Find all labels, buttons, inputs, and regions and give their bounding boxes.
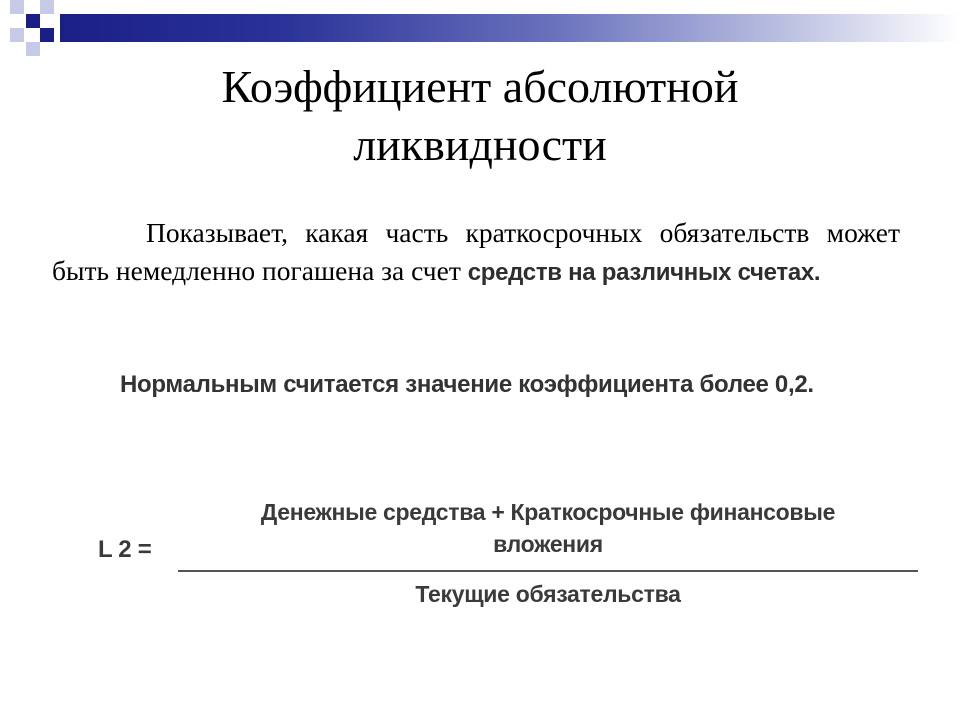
banner-square-decoration [10, 28, 24, 42]
top-banner [0, 0, 960, 56]
description-text-tail: средств на различных счетах. [467, 259, 821, 286]
numerator-line-1: Денежные средства + Краткосрочные финансовые [260, 499, 836, 525]
norm-paragraph: Нормальным считается значение коэффициента более 0,2. [120, 371, 814, 398]
formula-denominator: Текущие обязательства [415, 581, 681, 607]
fraction-line [178, 570, 918, 572]
banner-gradient-bar [60, 14, 960, 42]
formula-numerator [178, 496, 918, 560]
banner-square-decoration [40, 28, 54, 42]
banner-square-decoration [26, 14, 40, 28]
description-text: Показывает, какая часть краткосрочных обязательств может быть немедленно погашена за счет [52, 217, 900, 286]
slide-title [0, 58, 960, 174]
banner-square-decoration [10, 0, 24, 14]
description-paragraph [52, 214, 900, 292]
banner-square-decoration [40, 0, 54, 14]
title-line-2: ликвидности [353, 119, 607, 170]
numerator-line-2: вложения [493, 531, 603, 557]
banner-square-decoration [26, 42, 40, 56]
formula-label: L 2 = [98, 536, 152, 563]
title-line-1: Коэффициент абсолютной [221, 61, 739, 112]
formula [0, 490, 960, 630]
